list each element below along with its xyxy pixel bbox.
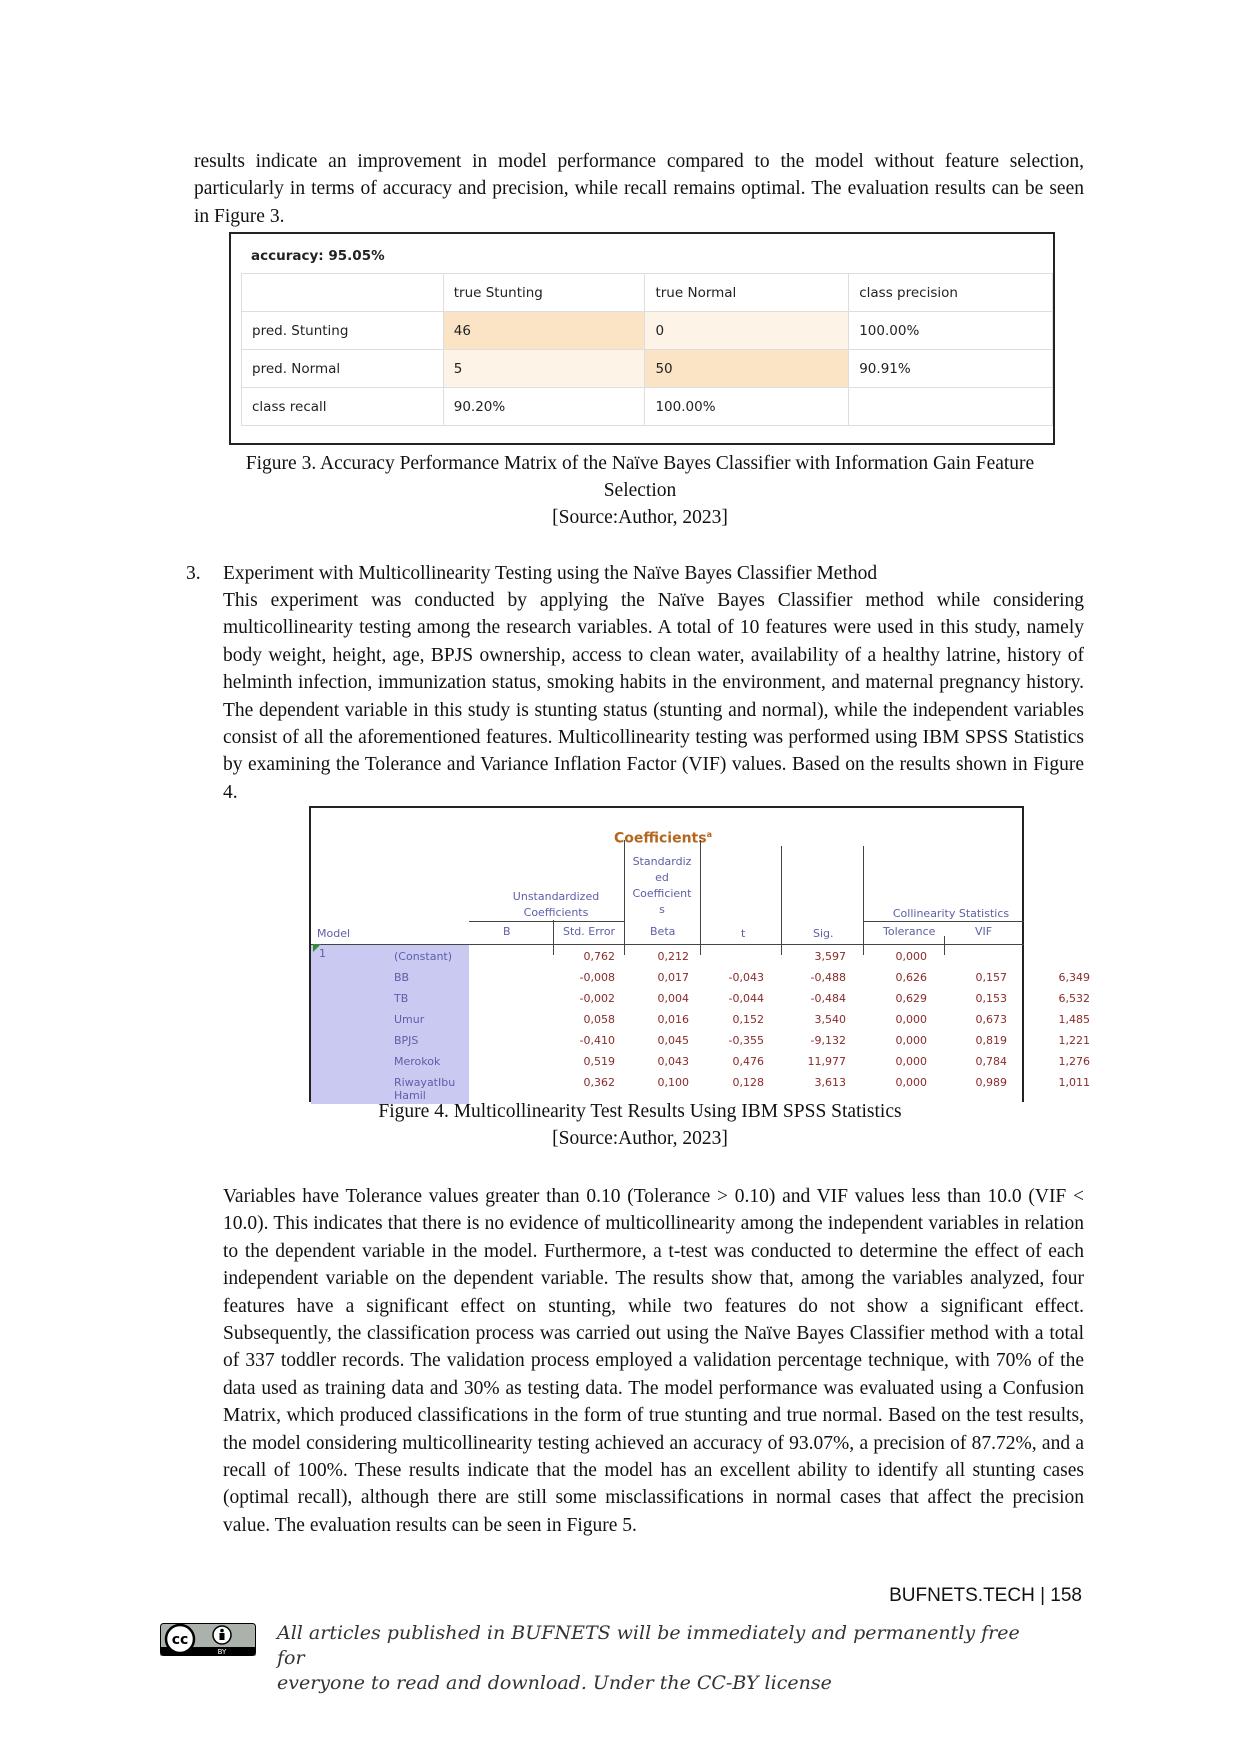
spss-cell-b: -0,008 (579, 971, 615, 984)
confusion-matrix-table (241, 273, 1053, 426)
section-paragraph: This experiment was conducted by applying the Naïve Bayes Classifier method while considering multicollinearity testing among the research variables. A total of 10 features were used in this study, namely body weight, height, age, BPJS ownership, access to clean water, availability of a healthy latrine, history of helminth infection, immunization status, smoking habits in the environment, and maternal pregnancy history. The dependent variable in this study is stunting status (stunting and normal), while the independent variables consist of all the aforementioned features. Multicollinearity testing was performed using IBM SPSS Statistics by examining the Tolerance and Variance Inflation Factor (VIF) values. Based on the results shown in Figure 4. (223, 590, 1084, 803)
spss-cell-t: 3,597 (814, 950, 846, 963)
cc-badge-text: cc (171, 1632, 189, 1648)
spss-cell-se: 0,016 (657, 1013, 689, 1026)
spss-variable-name: (Constant) (394, 950, 453, 963)
table-row (242, 388, 1053, 426)
figure4-caption: Figure 4. Multicollinearity Test Results Using IBM SPSS Statistics (378, 1101, 902, 1122)
spss-cell-sig: 0,629 (895, 992, 927, 1005)
col-t: t (741, 927, 746, 940)
spss-cell-vif: 1,276 (1058, 1055, 1090, 1068)
spss-cell-b: 0,762 (583, 950, 615, 963)
spss-cell-beta: 0,476 (732, 1055, 764, 1068)
model-label: Model (317, 927, 351, 940)
spss-cell-vif: 1,485 (1058, 1013, 1090, 1026)
spss-cell-sig: 0,000 (895, 1055, 927, 1068)
spss-cell-tol: 0,673 (975, 1013, 1007, 1026)
table-cell (849, 388, 1053, 426)
spss-cell-tol: 0,157 (975, 971, 1007, 984)
col-beta: Beta (650, 925, 676, 938)
spss-variable-name: BB (394, 971, 410, 984)
unstd-header: Unstandardized Coefficients (512, 890, 600, 919)
spss-cell-tol: 0,819 (975, 1034, 1007, 1047)
spss-cell-t: -0,488 (810, 971, 846, 984)
intro-paragraph: results indicate an improvement in model performance compared to the model without feature selection, particularly in terms of accuracy and precision, while recall remains optimal. The evaluation results can be seen in Figure 3. (194, 151, 1084, 227)
table-cell: true Stunting (443, 274, 645, 312)
table-cell: 50 (645, 350, 849, 388)
spss-cell-t: 3,613 (814, 1076, 846, 1089)
spss-variable-name: BPJS (394, 1034, 419, 1047)
table-cell (242, 274, 444, 312)
page-number: BUFNETS.TECH | 158 (889, 1585, 1082, 1606)
figure4-source: [Source:Author, 2023] (552, 1128, 728, 1149)
spss-title: Coefficients$^a$ (614, 830, 712, 847)
figure3-caption-line2: Selection (603, 480, 677, 501)
spss-cell-vif: 6,349 (1058, 971, 1090, 984)
table-cell: true Normal (645, 274, 849, 312)
table-cell: pred. Normal (242, 350, 444, 388)
std-header: Standardiz ed Coefficient s (632, 855, 692, 916)
table-cell: pred. Stunting (242, 312, 444, 350)
table-header-row (242, 274, 1053, 312)
spss-cell-beta: 0,128 (732, 1076, 764, 1089)
spss-cell-beta: -0,044 (728, 992, 764, 1005)
confusion-matrix-figure (229, 232, 1055, 445)
spss-cell-vif: 1,221 (1058, 1034, 1090, 1047)
col-sig: Sig. (813, 927, 834, 940)
table-cell: 46 (443, 312, 645, 350)
table-cell: 90.91% (849, 350, 1053, 388)
figure3-source: [Source:Author, 2023] (552, 507, 728, 528)
accuracy-label: accuracy: 95.05% (251, 248, 385, 264)
spss-cell-sig: 0,000 (895, 1076, 927, 1089)
spss-cell-se: 0,043 (657, 1055, 689, 1068)
col-std-error: Std. Error (563, 925, 616, 938)
section-number: 3. (186, 563, 201, 584)
spss-cell-tol: 0,784 (975, 1055, 1007, 1068)
spss-cell-b: 0,519 (583, 1055, 615, 1068)
spss-variable-name: Merokok (394, 1055, 441, 1068)
col-tolerance: Tolerance (883, 925, 936, 938)
model-number: 1 (319, 947, 326, 960)
spss-cell-se: 0,212 (657, 950, 689, 963)
spss-cell-se: 0,004 (657, 992, 689, 1005)
spss-cell-beta: 0,152 (732, 1013, 764, 1026)
spss-cell-sig: 0,626 (895, 971, 927, 984)
spss-cell-b: 0,058 (583, 1013, 615, 1026)
spss-cell-beta: -0,043 (728, 971, 764, 984)
col-b: B (503, 925, 511, 938)
spss-cell-tol: 0,989 (975, 1076, 1007, 1089)
spss-cell-beta: -0,355 (728, 1034, 764, 1047)
table-row (242, 312, 1053, 350)
col-vif: VIF (975, 925, 993, 938)
spss-cell-b: -0,002 (579, 992, 615, 1005)
spss-cell-sig: 0,000 (895, 1013, 927, 1026)
spss-cell-vif: 1,011 (1058, 1076, 1090, 1089)
spss-variable-name: RiwayatIbu Hamil (394, 1076, 456, 1102)
table-cell: 5 (443, 350, 645, 388)
spss-cell-t: -0,484 (810, 992, 846, 1005)
spss-cell-b: -0,410 (579, 1034, 615, 1047)
spss-cell-se: 0,045 (657, 1034, 689, 1047)
by-badge-text: BY (217, 1648, 227, 1656)
spss-cell-se: 0,100 (657, 1076, 689, 1089)
results-paragraph: Variables have Tolerance values greater than 0.10 (Tolerance > 0.10) and VIF values less than 10.0 (VIF < 10.0). This indicates that there is no evidence of multicollinearity among the independent variables in relation to the dependent variable in the model. Furthermore, a t-test was conducted to determine the effect of each independent variable on the dependent variable. The results show that, among the variables analyzed, four features have a significant effect on stunting, while two features do not show a significant effect. Subsequently, the classification process was carried out using the Naïve Bayes Classifier method with a total of 337 toddler records. The validation process employed a validation percentage technique, with 70% of the data used as training data and 30% as testing data. The model performance was evaluated using a Confusion Matrix, which produced classifications in the form of true stunting and true normal. Based on the test results, the model considering multicollinearity testing achieved an accuracy of 93.07%, a precision of 87.72%, and a recall of 100%. These results indicate that the model has an excellent ability to identify all stunting cases (optimal recall), although there are still some misclassifications in normal cases that affect the precision value. The evaluation results can be seen in Figure 5. (223, 1186, 1084, 1536)
spss-cell-se: 0,017 (657, 971, 689, 984)
spss-cell-tol: 0,153 (975, 992, 1007, 1005)
spss-cell-b: 0,362 (583, 1076, 615, 1089)
spss-cell-sig: 0,000 (895, 1034, 927, 1047)
section-heading: Experiment with Multicollinearity Testing using the Naïve Bayes Classifier Method (223, 563, 878, 584)
spss-variable-name: Umur (394, 1013, 425, 1026)
table-cell: class recall (242, 388, 444, 426)
spss-cell-vif: 6,532 (1058, 992, 1090, 1005)
table-cell: 90.20% (443, 388, 645, 426)
figure3-caption-line1: Figure 3. Accuracy Performance Matrix of the Naïve Bayes Classifier with Information Gain Feature (245, 453, 1035, 474)
spss-cell-sig: 0,000 (895, 950, 927, 963)
spss-cell-t: 3,540 (814, 1013, 846, 1026)
license-notice (277, 1621, 1037, 1696)
table-cell: 0 (645, 312, 849, 350)
license-line2: everyone to read and download. Under the CC-BY license (277, 1672, 832, 1694)
spss-cell-t: -9,132 (810, 1034, 846, 1047)
collinearity-header: Collinearity Statistics (892, 907, 1010, 920)
cc-by-license-icon (160, 1623, 256, 1656)
license-line1: All articles published in BUFNETS will be immediately and permanently free for (277, 1622, 1020, 1669)
table-cell: class precision (849, 274, 1053, 312)
spss-variable-name: TB (394, 992, 409, 1005)
spss-coefficients-figure (309, 806, 1090, 1102)
table-row (242, 350, 1053, 388)
spss-cell-t: 11,977 (807, 1055, 846, 1068)
table-cell: 100.00% (645, 388, 849, 426)
table-cell: 100.00% (849, 312, 1053, 350)
